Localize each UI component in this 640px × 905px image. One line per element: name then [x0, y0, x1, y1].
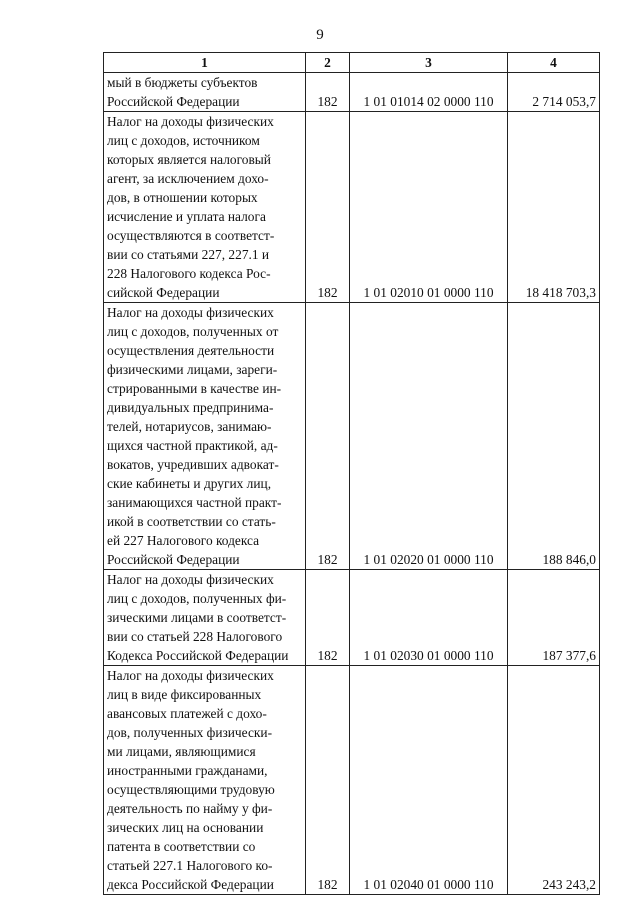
amount-cell: 187 377,6 [508, 570, 600, 666]
revenue-name-cell: Налог на доходы физических лиц с доходов, полученных от осуществления деятельности физическими лицами, зареги- стрированными в качестве ин- дивидуальных предпринима- телей, нотариусов, занимаю- щихся частной практикой, ад- вокатов, учредивших адвокат- ские кабинеты и других лиц, занимающихся частной практ- икой в соответствии со стать- ей 227 Налогового кодекса Российской Федерации [104, 303, 306, 570]
kbk-code-cell: 1 01 02020 01 0000 110 [350, 303, 508, 570]
page-number: 9 [316, 27, 324, 43]
kbk-code-cell: 1 01 02030 01 0000 110 [350, 570, 508, 666]
revenue-name-cell: Налог на доходы физических лиц с доходов, полученных фи- зическими лицами в соответст- вии со статьей 228 Налогового Кодекса Российской Федерации [104, 570, 306, 666]
amount-cell: 2 714 053,7 [508, 73, 600, 112]
table-row [104, 303, 600, 570]
kbk-code-cell: 1 01 02040 01 0000 110 [350, 666, 508, 895]
table-row [104, 73, 600, 112]
column-header-2: 2 [306, 53, 350, 73]
admin-code-cell: 182 [306, 570, 350, 666]
admin-code-cell: 182 [306, 112, 350, 303]
table-row [104, 112, 600, 303]
admin-code-cell: 182 [306, 73, 350, 112]
table-body [104, 73, 600, 895]
column-header-3: 3 [350, 53, 508, 73]
revenue-name-cell: Налог на доходы физических лиц с доходов, источником которых является налоговый агент, за исключением дохо- дов, в отношении которых исчисление и уплата налога осуществляются в соответст- вии со статьями 227, 227.1 и 228 Налогового кодекса Рос- сийской Федерации [104, 112, 306, 303]
admin-code-cell: 182 [306, 666, 350, 895]
revenue-name-cell: Налог на доходы физических лиц в виде фиксированных авансовых платежей с дохо- дов, полученных физически- ми лицами, являющимися иностранными гражданами, осуществляющими трудовую деятельность по найму у фи- зических лиц на основании патента в соответствии со статьей 227.1 Налогового ко- декса Российской Федерации [104, 666, 306, 895]
amount-cell: 188 846,0 [508, 303, 600, 570]
budget-revenue-table [103, 52, 600, 895]
amount-cell: 18 418 703,3 [508, 112, 600, 303]
revenue-name-cell: мый в бюджеты субъектов Российской Федерации [104, 73, 306, 112]
table-row [104, 570, 600, 666]
column-header-1: 1 [104, 53, 306, 73]
table-header [104, 53, 600, 73]
admin-code-cell: 182 [306, 303, 350, 570]
table-row [104, 666, 600, 895]
header-row [104, 53, 600, 73]
column-header-4: 4 [508, 53, 600, 73]
kbk-code-cell: 1 01 01014 02 0000 110 [350, 73, 508, 112]
amount-cell: 243 243,2 [508, 666, 600, 895]
kbk-code-cell: 1 01 02010 01 0000 110 [350, 112, 508, 303]
